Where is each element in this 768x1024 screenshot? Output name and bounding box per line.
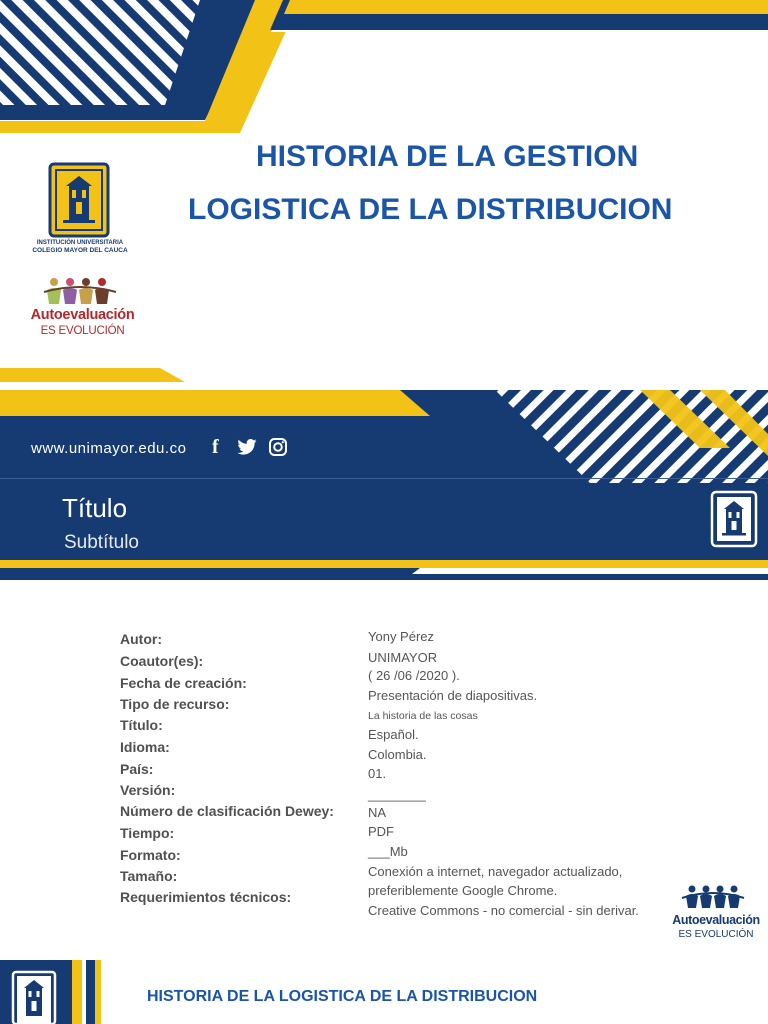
- meta-label-version: Versión:: [120, 782, 176, 798]
- meta-label-tipo: Tipo de recurso:: [120, 696, 230, 712]
- meta-label-pais: País:: [120, 761, 154, 777]
- footer-logo-subtext: ES EVOLUCIÓN: [678, 929, 754, 940]
- banner-subtitle: Subtítulo: [64, 532, 139, 553]
- meta-value-tipo: Presentación de diapositivas.: [368, 688, 538, 703]
- meta-label-requerimientos: Requerimientos técnicos:: [120, 889, 292, 905]
- meta-value-titulo: La historia de las cosas: [368, 710, 478, 722]
- meta-label-idioma: Idioma:: [120, 739, 170, 755]
- meta-value-fecha: ( 26 /06 /2020 ).: [368, 668, 460, 683]
- meta-value-licencia: Creative Commons - no comercial - sin derivar.: [368, 903, 639, 918]
- twitter-icon[interactable]: [237, 439, 257, 455]
- footer-corner-decoration: [0, 960, 110, 1024]
- autoevaluacion-logo-text: Autoevaluación: [30, 307, 135, 323]
- meta-label-formato: Formato:: [120, 847, 181, 863]
- meta-label-titulo: Título:: [120, 717, 163, 733]
- autoevaluacion-logo-subtext: ES EVOLUCIÓN: [40, 325, 125, 337]
- meta-label-tamano: Tamaño:: [120, 868, 178, 884]
- top-decorative-banner: [0, 0, 768, 140]
- banner-title: Título: [62, 493, 128, 523]
- meta-value-tiempo: NA: [368, 805, 387, 820]
- meta-value-coautor: UNIMAYOR: [368, 650, 438, 665]
- meta-value-requerimientos-2: preferiblemente Google Chrome.: [368, 883, 558, 898]
- people-figures-icon: [30, 276, 135, 306]
- main-title-line-1: HISTORIA DE LA GESTION: [256, 140, 639, 173]
- meta-label-tiempo: Tiempo:: [120, 825, 175, 841]
- instagram-icon[interactable]: [268, 437, 288, 457]
- meta-label-fecha: Fecha de creación:: [120, 675, 247, 691]
- meta-label-coautor: Coautor(es):: [120, 653, 204, 669]
- meta-label-autor: Autor:: [120, 631, 162, 647]
- facebook-icon[interactable]: f: [212, 436, 219, 458]
- meta-value-version: 01.: [368, 766, 387, 781]
- meta-value-pais: Colombia.: [368, 747, 427, 762]
- institution-logo-line2: COLEGIO MAYOR DEL CAUCA: [32, 247, 128, 254]
- banner-institution-icon: [710, 490, 758, 548]
- people-figures-icon: [672, 884, 760, 910]
- footer-autoevaluacion-logo: [672, 884, 760, 948]
- autoevaluacion-logo: [30, 276, 135, 346]
- website-url[interactable]: www.unimayor.edu.co: [31, 440, 187, 457]
- institution-logo: [30, 162, 130, 258]
- meta-value-requerimientos-1: Conexión a internet, navegador actualizado,: [368, 864, 623, 879]
- middle-banner: [0, 368, 768, 598]
- meta-value-autor: Yony Pérez: [368, 629, 435, 644]
- footer-title: HISTORIA DE LA LOGISTICA DE LA DISTRIBUCION: [147, 988, 538, 1005]
- meta-value-formato: PDF: [368, 824, 394, 839]
- main-title-line-2: LOGISTICA DE LA DISTRIBUCION: [188, 193, 673, 226]
- meta-value-tamano: ___Mb: [368, 844, 408, 859]
- meta-label-dewey: Número de clasificación Dewey:: [120, 803, 334, 819]
- meta-value-idioma: Español.: [368, 727, 419, 742]
- meta-value-dewey: ________: [368, 787, 426, 802]
- institution-logo-line1: INSTITUCIÓN UNIVERSITARIA: [36, 240, 124, 246]
- footer-logo-text: Autoevaluación: [672, 913, 760, 927]
